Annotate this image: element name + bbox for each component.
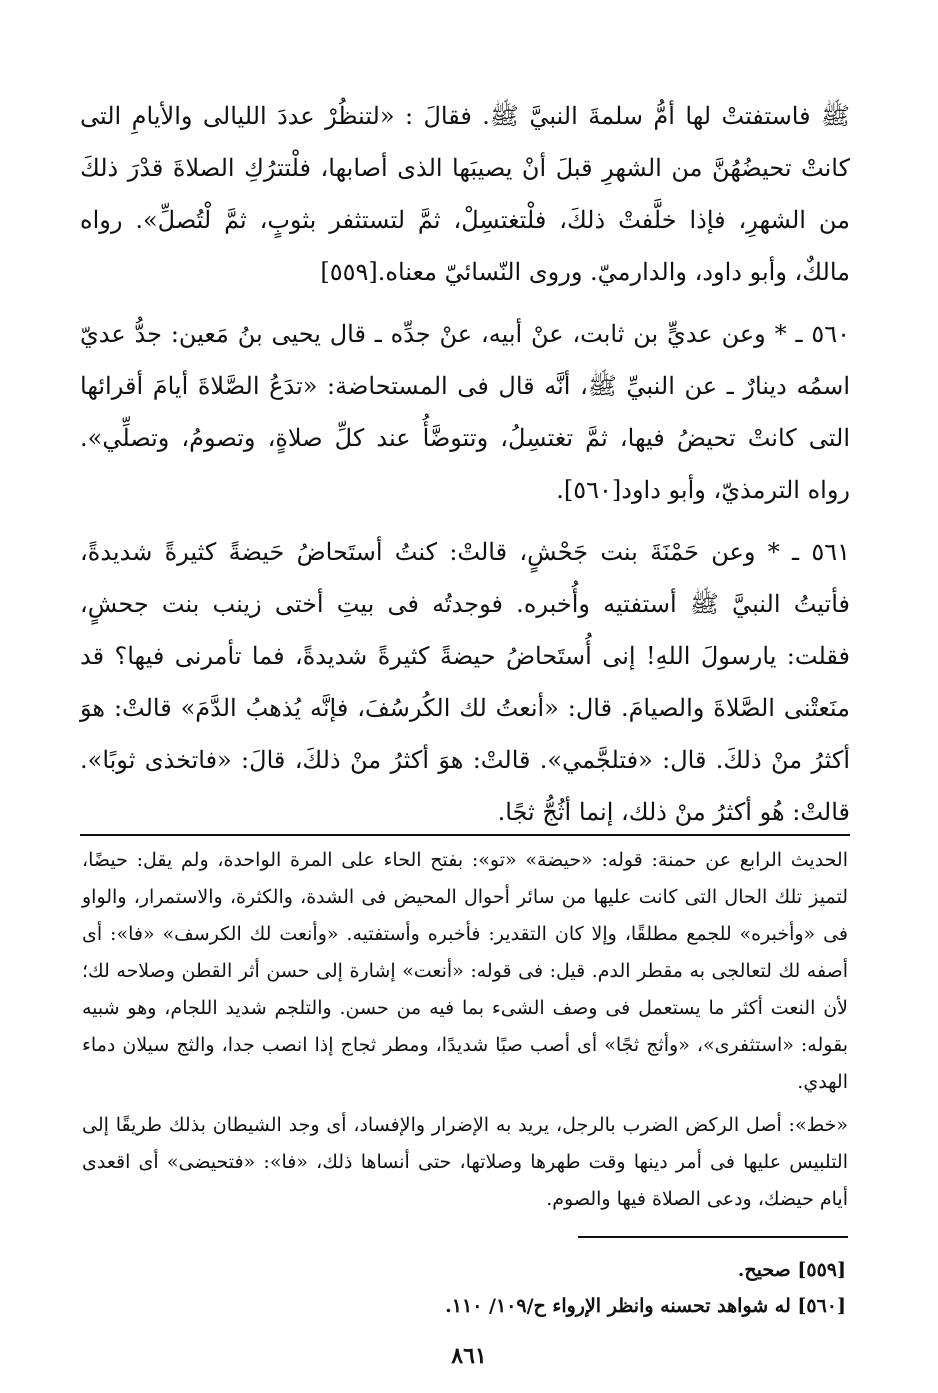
hadith-560: ٥٦٠ ـ * وعن عديٍّ بن ثابت، عنْ أبيه، عنْ جدِّه ـ قال يحيى بنُ مَعين: جدُّ عديّ اسمُه دينارٌ ـ عن النبيِّ ﷺ، أنَّه قال فى المستحاضة: «تدَعُ الصَّلاةَ أيامَ أقرائها التى كانتْ تحيضُ فيها، ثمَّ تغتسِلُ، وتتوضَّأُ عند كلِّ صلاةٍ، وتصومُ، وتصلِّي». رواه الترمذيّ، وأبو داود[٥٦٠]. [80,320,851,504]
commentary-section [82,842,848,1218]
commentary-paragraph: الحديث الرابع عن حمنة: قوله: «حيضة» «تو»: بفتح الحاء على المرة الواحدة، ولم يقل: حيضًا، لتميز تلك الحال التى كانت عليها من سائر أحوال المحيض فى الشدة، والكثرة، والاستمرار، والواو فى «وأخبره» للجمع مطلقًا، وإلا كان التقدير: فأخبره وأستفتيه. «وأنعت لك الكرسف» «فا»: أى أصفه لك لتعالجى به مقطر الدم. قيل: فى قوله: «أنعت» إشارة إلى حسن أثر القطن وصلاحه لك؛ لأن النعت أكثر ما يستعمل فى وصف الشىء بما فيه من حسن. والتلجم شديد اللجام، وهو شبيه بقوله: «استثفرى»، «وأثج ثجًا» أى أصب صبًا شديدًا، ومطر ثجاج إذا انصب جدا، والثج سيلان دماء الهدي. [82,849,848,1093]
hadith-text [80,90,850,838]
hadith-559-ending: ﷺ فاستفتتْ لها أمُّ سلمةَ النبيَّ ﷺ. فقالَ : «لتنظُرْ عددَ الليالى والأيامِ التى كانتْ تحيضُهُنَّ من الشهرِ قبلَ أنْ يصيبَها الذى أصابها، فلْتترُكِ الصلاةَ قدْرَ ذلكَ من الشهرِ، فإذا خلَّفتْ ذلكَ، فلْتغتسِلْ، ثمَّ لتستثفر بثوبٍ، ثمَّ لْتُصلِّ». رواه مالكٌ، وأبو داود، والدارميّ. وروى النّسائيّ معناه.[٥٥٩] [80,102,850,286]
grading-note-559: [٥٥٩] صحيح. [737,1259,846,1281]
footnote-divider [80,834,850,836]
grading-note-560: [٥٦٠] له شواهد تحسنه وانظر الإرواء ح/١٠٩/ ١١٠. [445,1295,846,1317]
hadith-561: ٥٦١ ـ * وعن حَمْنَةَ بنت جَحْشٍ، قالتْ: كنتُ أستَحاضُ حَيضةً كثيرةً شديدةً، فأتيتُ النبيَّ ﷺ أستفتيه وأُخبره. فوجدتُه فى بيتِ أختى زينب بنت جحشٍ، فقلت: يارسولَ اللهِ! إنى أُستَحاضُ حيضةً كثيرةً شديدةً، فما تأمرنى فيها؟ قد منَعتْنى الصَّلاةَ والصيامَ. قال: «أنعتُ لك الكُرسُفَ، فإنَّه يُذهبُ الدَّمَ» قالتْ: هوَ أكثرُ منْ ذلكَ. قال: «فتلجَّمي». قالتْ: هوَ أكثرُ منْ ذلكَ، قالَ: «فاتخذى ثوبًا». قالتْ: هُو أكثرُ منْ ذلك، إنما أثُجُّ ثجًا. [80,538,850,826]
page-number: ٨٦١ [451,1343,487,1369]
commentary-paragraph: «خط»: أصل الركض الضرب بالرجل، يريد به الإضرار والإفساد، أى وجد الشيطان بذلك طريقًا إلى التلبيس عليها فى أمر دينها وقت طهرها وصلاتها، حتى أنساها ذلك، «فا»: «فتحيضى» أى اقعدى أيام حيضك، ودعى الصلاة فيها والصوم. [82,1114,848,1210]
grading-notes [82,1252,846,1324]
grading-divider [578,1236,848,1238]
